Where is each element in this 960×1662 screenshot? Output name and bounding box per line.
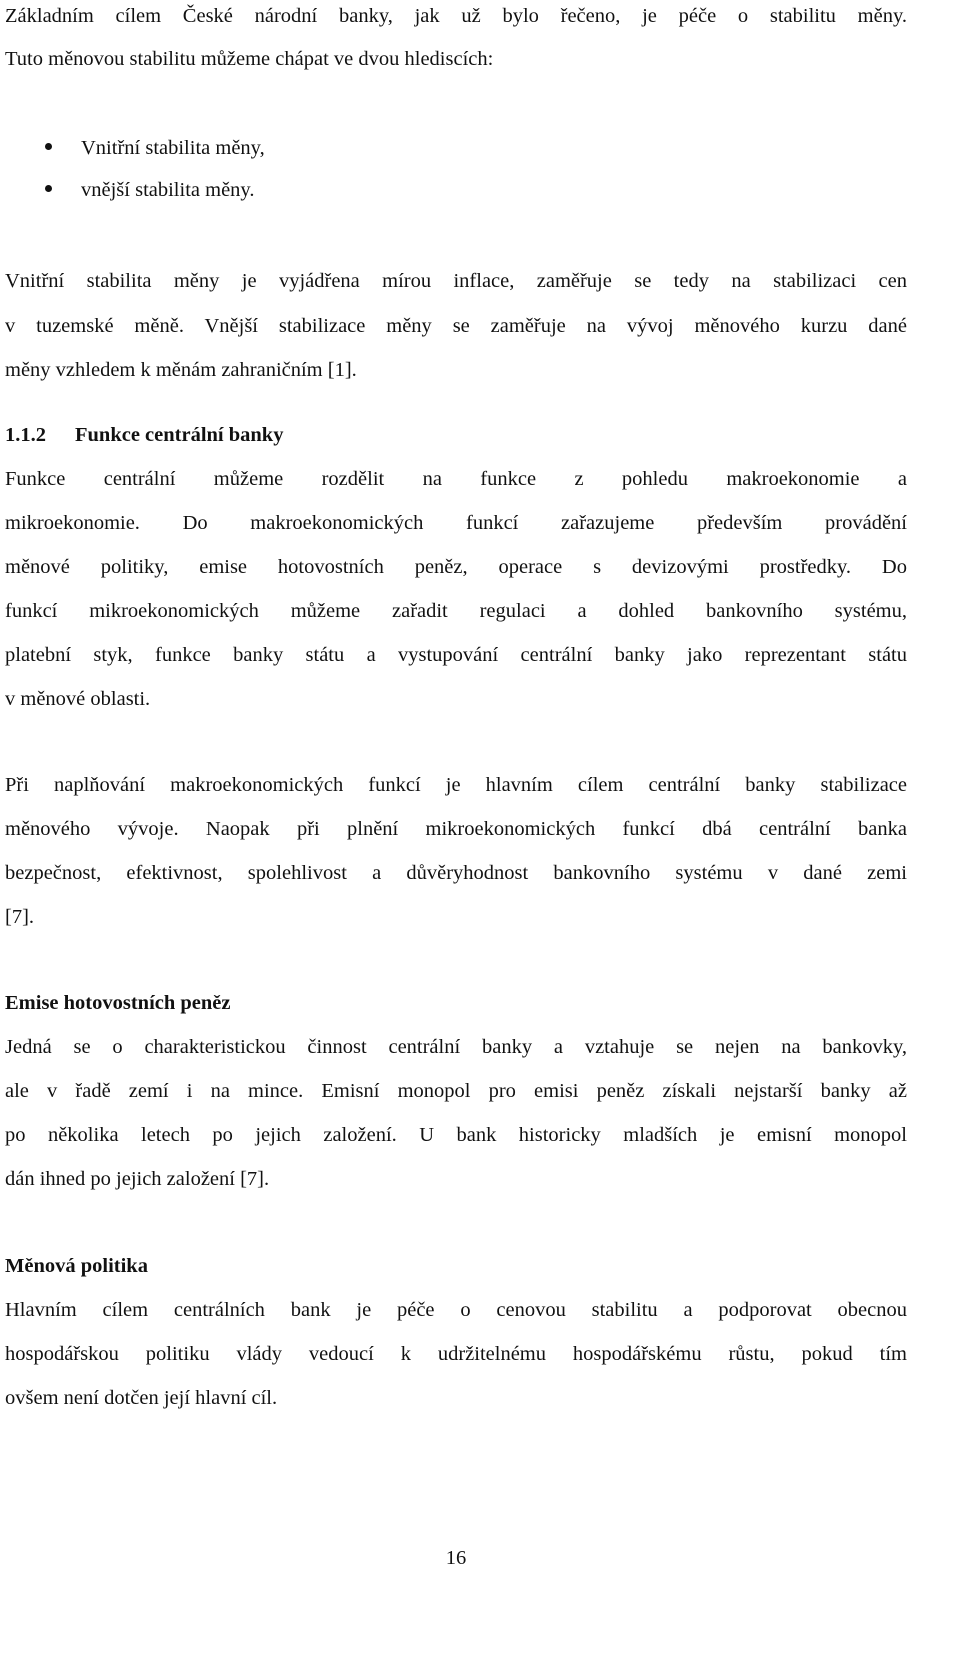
functions-line-5: platební styk, funkce banky státu a vystupování centrální banky jako reprezentant státu [5, 644, 907, 666]
section-heading [5, 422, 283, 448]
goals-line-3: bezpečnost, efektivnost, spolehlivost a důvěryhodnost bankovního systému v dané zemi [5, 862, 907, 884]
stability-line-3: měny vzhledem k měnám zahraničním [1]. [5, 359, 357, 381]
emise-line-2: ale v řadě zemí i na mince. Emisní monopol pro emisi peněz získali nejstarší banky až [5, 1080, 907, 1102]
bullet-item-2: vnější stabilita měny. [81, 179, 255, 201]
intro-line-2: Tuto měnovou stabilitu můžeme chápat ve dvou hlediscích: [5, 48, 494, 70]
bullet-marker [45, 143, 52, 150]
emise-line-4: dán ihned po jejich založení [7]. [5, 1168, 270, 1190]
menova-line-1: Hlavním cílem centrálních bank je péče o cenovou stabilitu a podporovat obecnou [5, 1299, 907, 1321]
page-number: 16 [445, 1547, 467, 1569]
functions-line-6: v měnové oblasti. [5, 688, 151, 710]
menova-line-2: hospodářskou politiku vlády vedoucí k udržitelnému hospodářskému růstu, pokud tím [5, 1343, 907, 1365]
stability-line-1: Vnitřní stabilita měny je vyjádřena mírou inflace, zaměřuje se tedy na stabilizaci cen [5, 270, 907, 292]
menova-heading: Měnová politika [5, 1255, 148, 1277]
intro-line-1: Základním cílem České národní banky, jak už bylo řečeno, je péče o stabilitu měny. [5, 5, 907, 27]
bullet-marker [45, 185, 52, 192]
section-title: Funkce centrální banky [75, 424, 284, 446]
functions-line-3: měnové politiky, emise hotovostních peněz, operace s devizovými prostředky. Do [5, 556, 907, 578]
functions-line-2: mikroekonomie. Do makroekonomických funkcí zařazujeme především provádění [5, 512, 907, 534]
emise-line-3: po několika letech po jejich založení. U bank historicky mladších je emisní monopol [5, 1124, 907, 1146]
stability-line-2: v tuzemské měně. Vnější stabilizace měny se zaměřuje na vývoj měnového kurzu dané [5, 315, 907, 337]
functions-line-1: Funkce centrální můžeme rozdělit na funkce z pohledu makroekonomie a [5, 468, 907, 490]
goals-line-4: [7]. [5, 906, 35, 928]
functions-line-4: funkcí mikroekonomických můžeme zařadit regulaci a dohled bankovního systému, [5, 600, 907, 622]
section-number: 1.1.2 [5, 424, 46, 446]
goals-line-2: měnového vývoje. Naopak při plnění mikroekonomických funkcí dbá centrální banka [5, 818, 907, 840]
bullet-item-1: Vnitřní stabilita měny, [81, 137, 265, 159]
emise-line-1: Jedná se o charakteristickou činnost centrální banky a vztahuje se nejen na bankovky, [5, 1036, 907, 1058]
goals-line-1: Při naplňování makroekonomických funkcí je hlavním cílem centrální banky stabilizace [5, 774, 907, 796]
menova-line-3: ovšem není dotčen její hlavní cíl. [5, 1387, 278, 1409]
emise-heading: Emise hotovostních peněz [5, 992, 231, 1014]
